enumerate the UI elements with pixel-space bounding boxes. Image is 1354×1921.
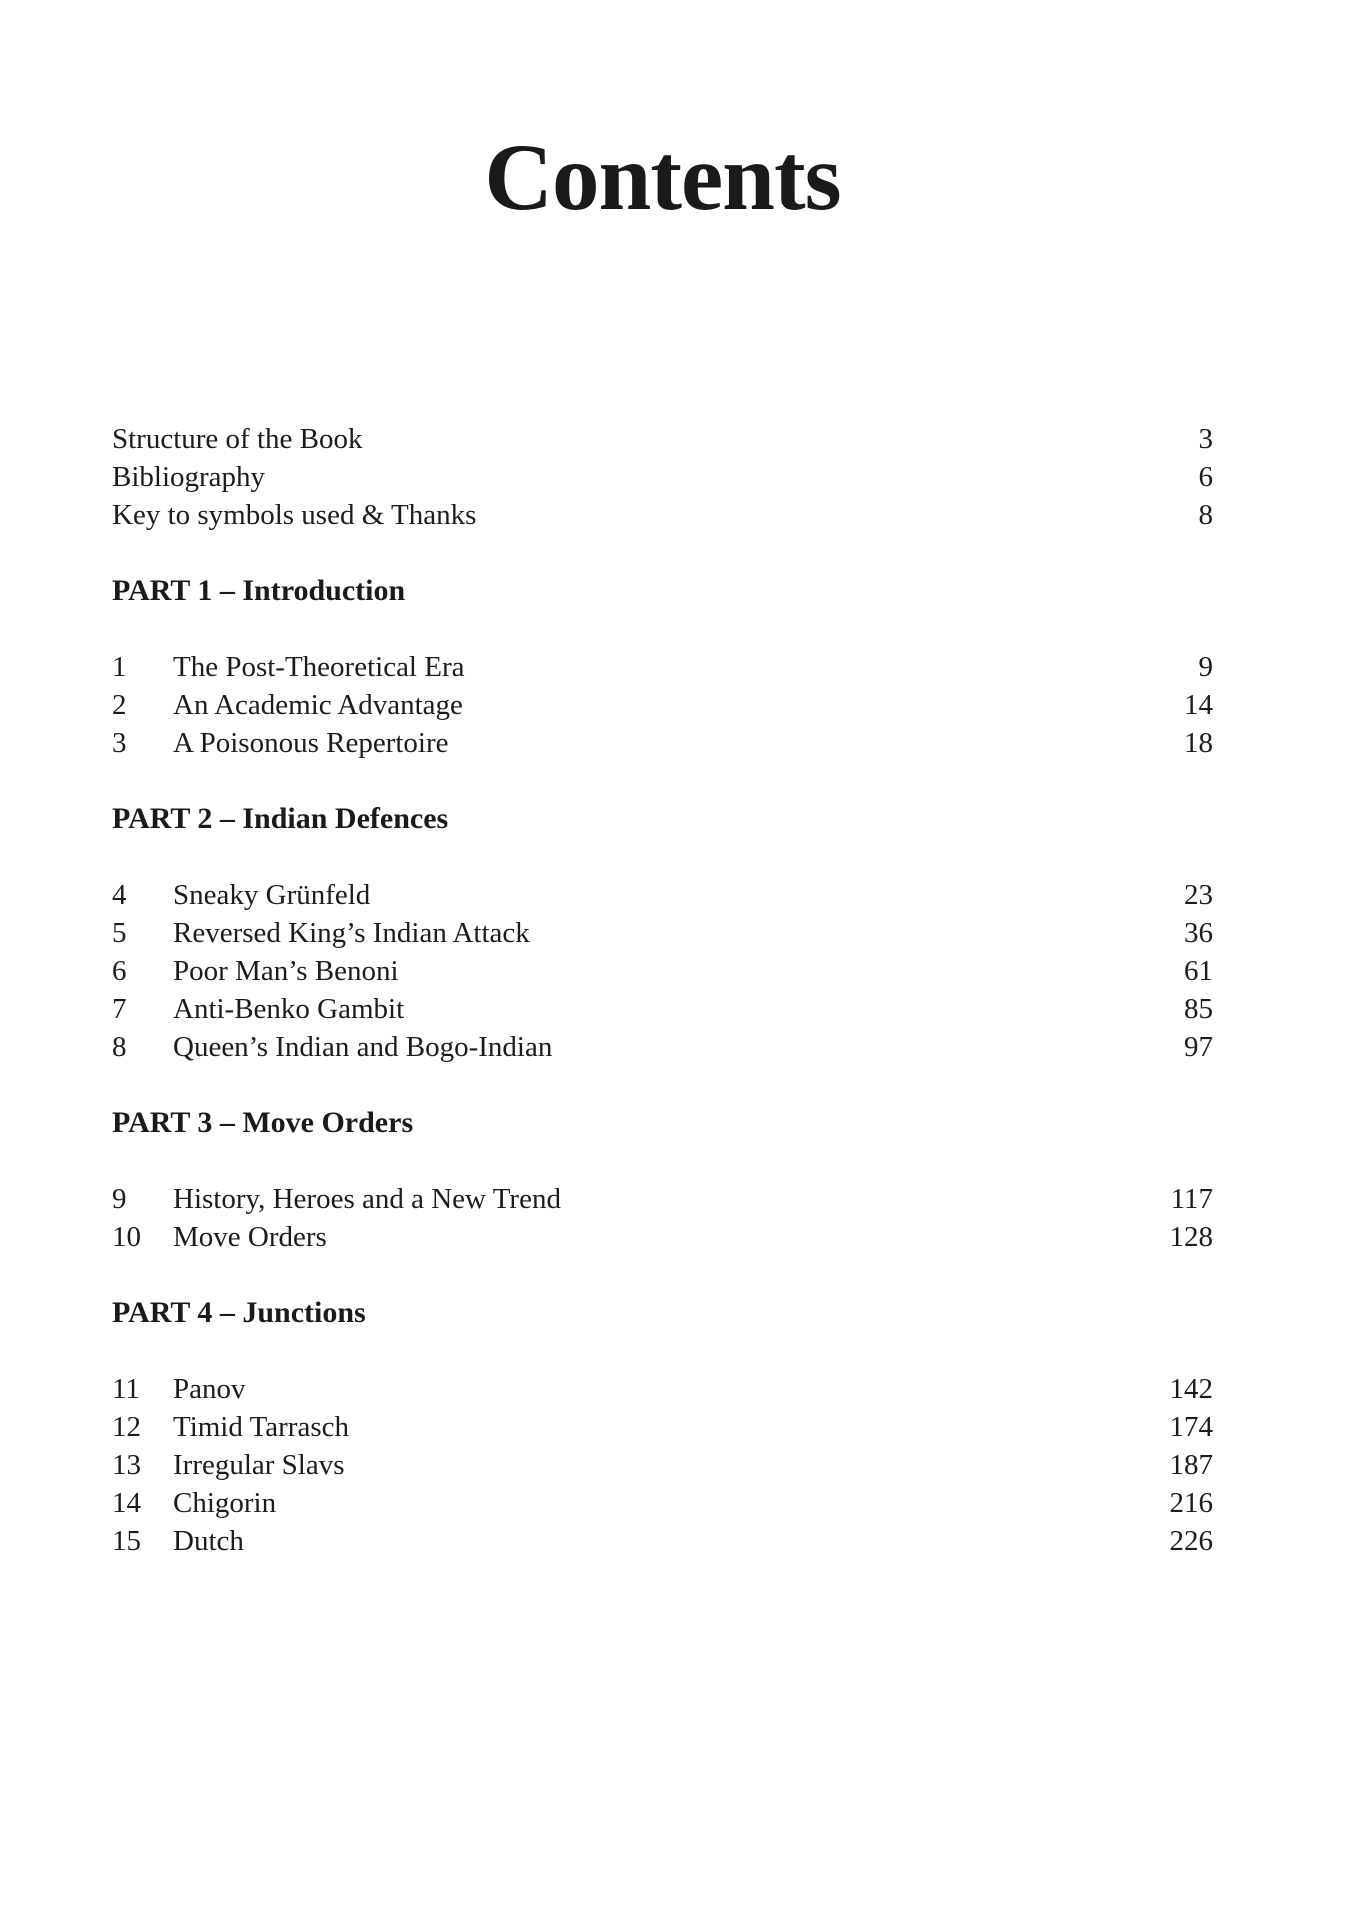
part-heading: PART 2 – Indian Defences xyxy=(112,802,449,835)
entry-page-number: 36 xyxy=(1184,917,1213,949)
chapter-number: 13 xyxy=(112,1449,141,1481)
chapter-row xyxy=(112,876,1213,914)
chapter-row xyxy=(112,648,1213,686)
entry-page-number: 61 xyxy=(1184,955,1213,987)
chapter-title: Chigorin xyxy=(173,1487,277,1519)
chapter-row xyxy=(112,1028,1213,1066)
chapter-row xyxy=(112,990,1213,1028)
chapter-title: A Poisonous Repertoire xyxy=(173,727,449,759)
chapter-number: 5 xyxy=(112,917,127,949)
chapter-list xyxy=(112,876,1213,1066)
chapter-row xyxy=(112,952,1213,990)
entry-page-number: 142 xyxy=(1169,1373,1213,1405)
chapter-number: 1 xyxy=(112,651,127,683)
chapter-title: Reversed King’s Indian Attack xyxy=(173,917,530,949)
front-matter-list xyxy=(112,420,1213,534)
chapter-title: Queen’s Indian and Bogo-Indian xyxy=(173,1031,553,1063)
entry-page-number: 14 xyxy=(1184,689,1213,721)
chapter-number: 7 xyxy=(112,993,127,1025)
front-matter-entry xyxy=(112,458,1213,496)
chapter-number: 6 xyxy=(112,955,127,987)
chapter-title: Panov xyxy=(173,1373,246,1405)
chapter-row xyxy=(112,1446,1213,1484)
entry-page-number: 128 xyxy=(1169,1221,1213,1253)
chapter-title: Anti-Benko Gambit xyxy=(173,993,405,1025)
chapter-number: 11 xyxy=(112,1373,140,1405)
part-section-3 xyxy=(112,1104,1213,1256)
entry-page-number: 216 xyxy=(1169,1487,1213,1519)
page-content xyxy=(112,0,1213,1560)
chapter-row xyxy=(112,686,1213,724)
entry-title: Structure of the Book xyxy=(112,423,363,455)
entry-page-number: 85 xyxy=(1184,993,1213,1025)
part-section-2 xyxy=(112,800,1213,1066)
entry-page-number: 6 xyxy=(1198,461,1213,493)
chapter-title: Sneaky Grünfeld xyxy=(173,879,371,911)
front-matter-entry xyxy=(112,420,1213,458)
part-heading: PART 1 – Introduction xyxy=(112,574,406,607)
chapter-number: 14 xyxy=(112,1487,141,1519)
chapter-row xyxy=(112,1522,1213,1560)
chapter-title: Irregular Slavs xyxy=(173,1449,345,1481)
entry-page-number: 9 xyxy=(1198,651,1213,683)
chapter-title: The Post-Theoretical Era xyxy=(173,651,465,683)
part-heading: PART 3 – Move Orders xyxy=(112,1106,414,1139)
part-heading: PART 4 – Junctions xyxy=(112,1296,366,1329)
entry-page-number: 18 xyxy=(1184,727,1213,759)
chapter-number: 10 xyxy=(112,1221,141,1253)
entry-page-number: 8 xyxy=(1198,499,1213,531)
entry-page-number: 3 xyxy=(1198,423,1213,455)
chapter-number: 15 xyxy=(112,1525,141,1557)
entry-page-number: 97 xyxy=(1184,1031,1213,1063)
chapter-title: Timid Tarrasch xyxy=(173,1411,349,1443)
part-section-1 xyxy=(112,572,1213,762)
chapter-list xyxy=(112,1370,1213,1560)
chapter-title: An Academic Advantage xyxy=(173,689,463,721)
entry-page-number: 117 xyxy=(1170,1183,1213,1215)
chapter-row xyxy=(112,1484,1213,1522)
chapter-number: 3 xyxy=(112,727,127,759)
entry-page-number: 23 xyxy=(1184,879,1213,911)
chapter-number: 4 xyxy=(112,879,127,911)
entry-page-number: 174 xyxy=(1169,1411,1213,1443)
chapter-row xyxy=(112,1370,1213,1408)
chapter-title: Poor Man’s Benoni xyxy=(173,955,399,987)
chapter-row xyxy=(112,914,1213,952)
chapter-number: 12 xyxy=(112,1411,141,1443)
chapter-number: 2 xyxy=(112,689,127,721)
chapter-row xyxy=(112,1218,1213,1256)
chapter-row xyxy=(112,724,1213,762)
chapter-number: 9 xyxy=(112,1183,127,1215)
table-of-contents xyxy=(112,420,1213,1560)
entry-page-number: 187 xyxy=(1169,1449,1213,1481)
chapter-number: 8 xyxy=(112,1031,127,1063)
chapter-list xyxy=(112,1180,1213,1256)
entry-page-number: 226 xyxy=(1169,1525,1213,1557)
chapter-row xyxy=(112,1180,1213,1218)
front-matter-entry xyxy=(112,496,1213,534)
page-title: Contents xyxy=(484,124,841,230)
entry-title: Bibliography xyxy=(112,461,266,493)
chapter-title: Dutch xyxy=(173,1525,244,1557)
part-section-4 xyxy=(112,1294,1213,1560)
chapter-title: Move Orders xyxy=(173,1221,327,1253)
entry-title: Key to symbols used & Thanks xyxy=(112,499,477,531)
chapter-list xyxy=(112,648,1213,762)
chapter-title: History, Heroes and a New Trend xyxy=(173,1183,561,1215)
chapter-row xyxy=(112,1408,1213,1446)
